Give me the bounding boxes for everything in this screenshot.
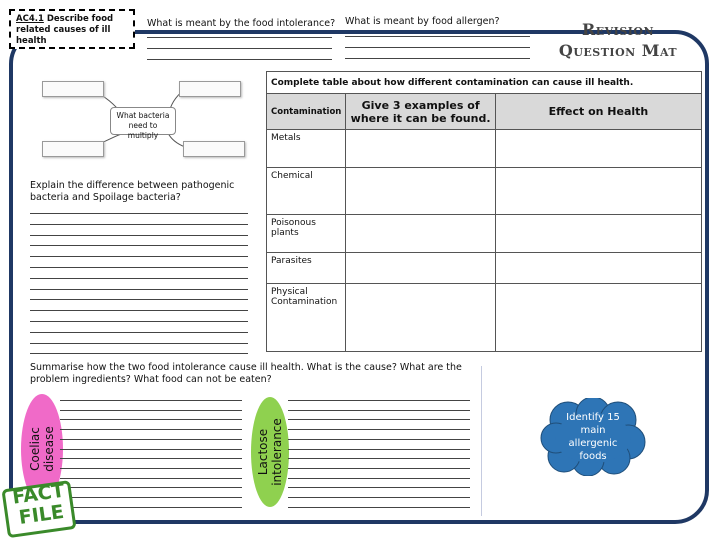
answer-line[interactable] bbox=[30, 332, 248, 333]
answer-line[interactable] bbox=[30, 289, 248, 290]
answer-line[interactable] bbox=[60, 497, 242, 498]
table-caption: Complete table about how different contamination can cause ill health. bbox=[267, 72, 702, 94]
lactose-label-wrap bbox=[251, 397, 289, 507]
title-line-1: Revision bbox=[581, 20, 655, 39]
answer-line[interactable] bbox=[147, 48, 332, 49]
answer-line[interactable] bbox=[345, 58, 530, 59]
answer-line[interactable] bbox=[60, 429, 242, 430]
answer-line[interactable] bbox=[30, 310, 248, 311]
answer-line[interactable] bbox=[60, 410, 242, 411]
cell-effect-parasites[interactable] bbox=[495, 253, 701, 284]
cell-effect-poisonous-plants[interactable] bbox=[495, 215, 701, 253]
pathogenic-question: Explain the difference between pathogenic bacteria and Spoilage bacteria? bbox=[30, 180, 235, 203]
answer-line[interactable] bbox=[60, 439, 242, 440]
row-label-parasites: Parasites bbox=[267, 253, 346, 284]
cell-examples-parasites[interactable] bbox=[346, 253, 496, 284]
answer-line[interactable] bbox=[30, 278, 248, 279]
row-label-poisonous-plants: Poisonous plants bbox=[267, 215, 346, 253]
answer-line[interactable] bbox=[288, 468, 470, 469]
mindmap-center: What bacteria need to multiply bbox=[110, 107, 176, 135]
ac-text: Describe food related causes of ill health bbox=[16, 14, 114, 46]
answer-line[interactable] bbox=[30, 245, 248, 246]
cloud-text: Identify 15 main allergenic foods bbox=[566, 412, 620, 462]
row-label-metals: Metals bbox=[267, 130, 346, 168]
row-label-chemical: Chemical bbox=[267, 168, 346, 215]
answer-line[interactable] bbox=[288, 458, 470, 459]
lactose-label: Lactose intolerance bbox=[256, 418, 285, 486]
answer-line[interactable] bbox=[288, 497, 470, 498]
mindmap-answer-box-1[interactable] bbox=[42, 81, 104, 97]
answer-line[interactable] bbox=[288, 419, 470, 420]
answer-line[interactable] bbox=[60, 478, 242, 479]
cell-examples-metals[interactable] bbox=[346, 130, 496, 168]
header-examples: Give 3 examples of where it can be found. bbox=[346, 94, 496, 130]
cell-effect-chemical[interactable] bbox=[495, 168, 701, 215]
answer-line[interactable] bbox=[60, 449, 242, 450]
header-contamination: Contamination bbox=[267, 94, 346, 130]
answer-line[interactable] bbox=[288, 478, 470, 479]
answer-line[interactable] bbox=[30, 353, 248, 354]
fact-file-line-1: FACT bbox=[10, 479, 66, 509]
answer-line[interactable] bbox=[288, 410, 470, 411]
cell-effect-metals[interactable] bbox=[495, 130, 701, 168]
page-title bbox=[548, 19, 688, 61]
answer-line[interactable] bbox=[288, 487, 470, 488]
fact-file-text bbox=[5, 480, 74, 530]
cell-examples-chemical[interactable] bbox=[346, 168, 496, 215]
answer-line[interactable] bbox=[30, 299, 248, 300]
section-divider bbox=[481, 366, 482, 516]
answer-line[interactable] bbox=[147, 59, 332, 60]
answer-line[interactable] bbox=[288, 439, 470, 440]
answer-line[interactable] bbox=[30, 224, 248, 225]
answer-line[interactable] bbox=[30, 256, 248, 257]
intolerance-question: What is meant by the food intolerance? bbox=[147, 18, 336, 29]
answer-line[interactable] bbox=[30, 213, 248, 214]
answer-line[interactable] bbox=[288, 507, 470, 508]
cell-examples-poisonous-plants[interactable] bbox=[346, 215, 496, 253]
row-label-physical: Physical Contamination bbox=[267, 284, 346, 352]
answer-line[interactable] bbox=[60, 400, 242, 401]
mindmap-answer-box-4[interactable] bbox=[183, 141, 245, 157]
answer-line[interactable] bbox=[147, 37, 332, 38]
answer-line[interactable] bbox=[30, 321, 248, 322]
answer-line[interactable] bbox=[60, 507, 242, 508]
answer-line[interactable] bbox=[30, 267, 248, 268]
mindmap-answer-box-3[interactable] bbox=[42, 141, 104, 157]
header-effect: Effect on Health bbox=[495, 94, 701, 130]
answer-line[interactable] bbox=[60, 419, 242, 420]
answer-line[interactable] bbox=[288, 429, 470, 430]
cell-effect-physical[interactable] bbox=[495, 284, 701, 352]
answer-line[interactable] bbox=[288, 449, 470, 450]
answer-line[interactable] bbox=[60, 487, 242, 488]
contamination-table bbox=[266, 71, 702, 352]
answer-line[interactable] bbox=[60, 468, 242, 469]
allergen-question: What is meant by food allergen? bbox=[345, 16, 500, 27]
fact-file-line-2: FILE bbox=[17, 500, 66, 529]
coeliac-label: Coeliac disease bbox=[28, 426, 57, 472]
answer-line[interactable] bbox=[288, 400, 470, 401]
answer-line[interactable] bbox=[30, 343, 248, 344]
cell-examples-physical[interactable] bbox=[346, 284, 496, 352]
assessment-criteria-box bbox=[9, 9, 135, 49]
answer-line[interactable] bbox=[30, 235, 248, 236]
title-line-2: Question Mat bbox=[558, 41, 678, 60]
answer-line[interactable] bbox=[60, 458, 242, 459]
summary-question: Summarise how the two food intolerance cause ill health. What is the cause? What are the problem ingredients? What food can not be eaten? bbox=[30, 362, 462, 385]
answer-line[interactable] bbox=[345, 36, 530, 37]
mindmap-answer-box-2[interactable] bbox=[179, 81, 241, 97]
answer-line[interactable] bbox=[345, 47, 530, 48]
ac-code: AC4.1 bbox=[16, 14, 44, 24]
